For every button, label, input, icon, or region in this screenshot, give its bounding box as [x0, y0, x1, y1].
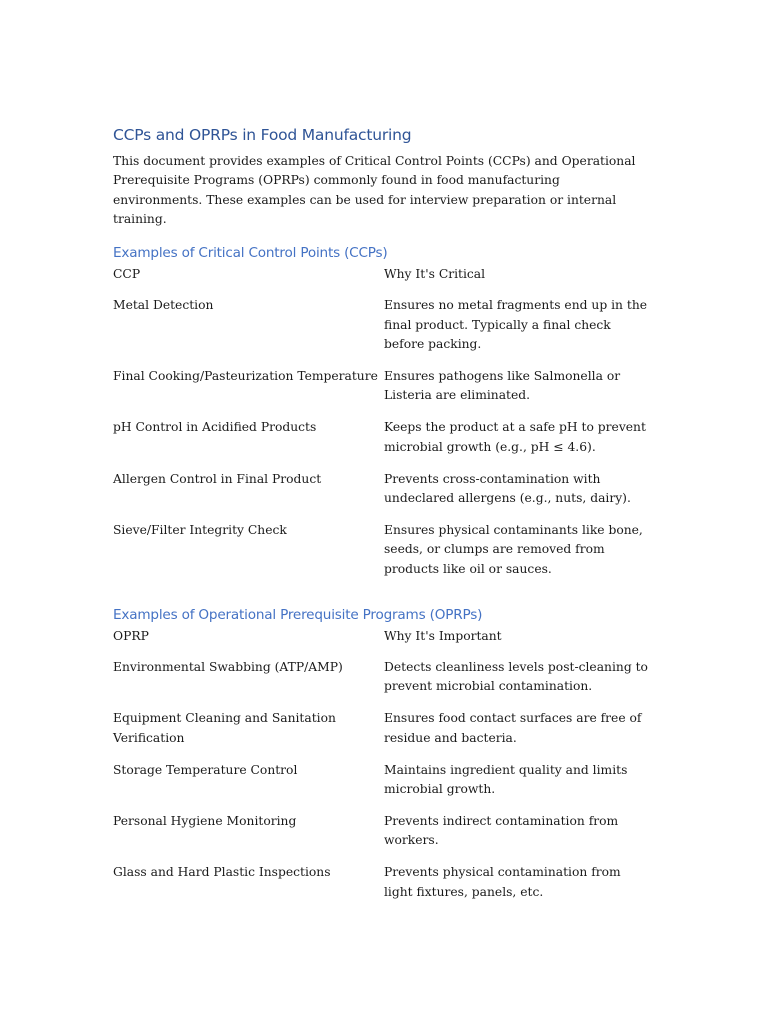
oprp-table [113, 625, 653, 914]
table-row [113, 863, 653, 914]
ccp-name: Metal Detection [113, 298, 214, 313]
oprp-reason: Prevents indirect contamination from workers. [384, 813, 619, 848]
oprp-section-heading: Examples of Operational Prerequisite Programs (OPRPs) [113, 606, 483, 623]
ccp-name: Final Cooking/Pasteurization Temperature [113, 369, 378, 384]
ccp-name: Allergen Control in Final Product [113, 471, 322, 486]
document-title: CCPs and OPRPs in Food Manufacturing [113, 126, 412, 144]
oprp-name: Glass and Hard Plastic Inspections [113, 865, 331, 880]
ccp-name: Sieve/Filter Integrity Check [113, 522, 287, 537]
table-row [113, 418, 653, 469]
oprp-table-header [113, 625, 653, 658]
document-page [113, 124, 653, 914]
oprp-name: Environmental Swabbing (ATP/AMP) [113, 660, 343, 675]
ccp-table [113, 263, 653, 591]
table-row [113, 367, 653, 418]
ccp-reason: Ensures pathogens like Salmonella or Listeria are eliminated. [384, 369, 621, 403]
oprp-reason: Maintains ingredient quality and limits microbial growth. [384, 762, 628, 796]
table-row [113, 470, 653, 521]
oprp-reason: Detects cleanliness levels post-cleaning to prevent microbial contamination. [384, 660, 648, 694]
oprp-reason: Ensures food contact surfaces are free of residue and bacteria. [384, 711, 642, 745]
table-row [113, 658, 653, 709]
ccp-col2-header: Why It's Critical [384, 267, 486, 282]
table-row [113, 761, 653, 812]
oprp-name: Storage Temperature Control [113, 762, 298, 777]
oprp-reason: Prevents physical contamination from light fixtures, panels, etc. [384, 865, 621, 899]
oprp-col2-header: Why It's Important [384, 628, 502, 643]
oprp-name: Personal Hygiene Monitoring [113, 813, 297, 828]
ccp-name: pH Control in Acidified Products [113, 420, 317, 435]
ccp-reason: Keeps the product at a safe pH to prevent microbial growth (e.g., pH ≤ 4.6). [384, 420, 646, 454]
ccp-section-heading: Examples of Critical Control Points (CCPs) [113, 245, 388, 262]
intro-paragraph: This document provides examples of Critical Control Points (CCPs) and Operational Prerequisite Programs (OPRPs) commonly found in food manufacturing environments. These examples can be used for interview preparation or internal training. [113, 154, 636, 226]
ccp-col1-header: CCP [113, 267, 141, 282]
table-row [113, 812, 653, 863]
ccp-reason: Ensures physical contaminants like bone, seeds, or clumps are removed from products like oil or sauces. [384, 522, 643, 576]
table-row [113, 296, 653, 367]
oprp-col1-header: OPRP [113, 628, 149, 643]
ccp-reason: Ensures no metal fragments end up in the final product. Typically a final check before packing. [384, 298, 648, 352]
table-row [113, 709, 653, 760]
ccp-reason: Prevents cross-contamination with undeclared allergens (e.g., nuts, dairy). [384, 471, 631, 505]
table-row [113, 521, 653, 591]
oprp-name: Equipment Cleaning and Sanitation Verification [113, 711, 336, 745]
ccp-table-header [113, 263, 653, 296]
